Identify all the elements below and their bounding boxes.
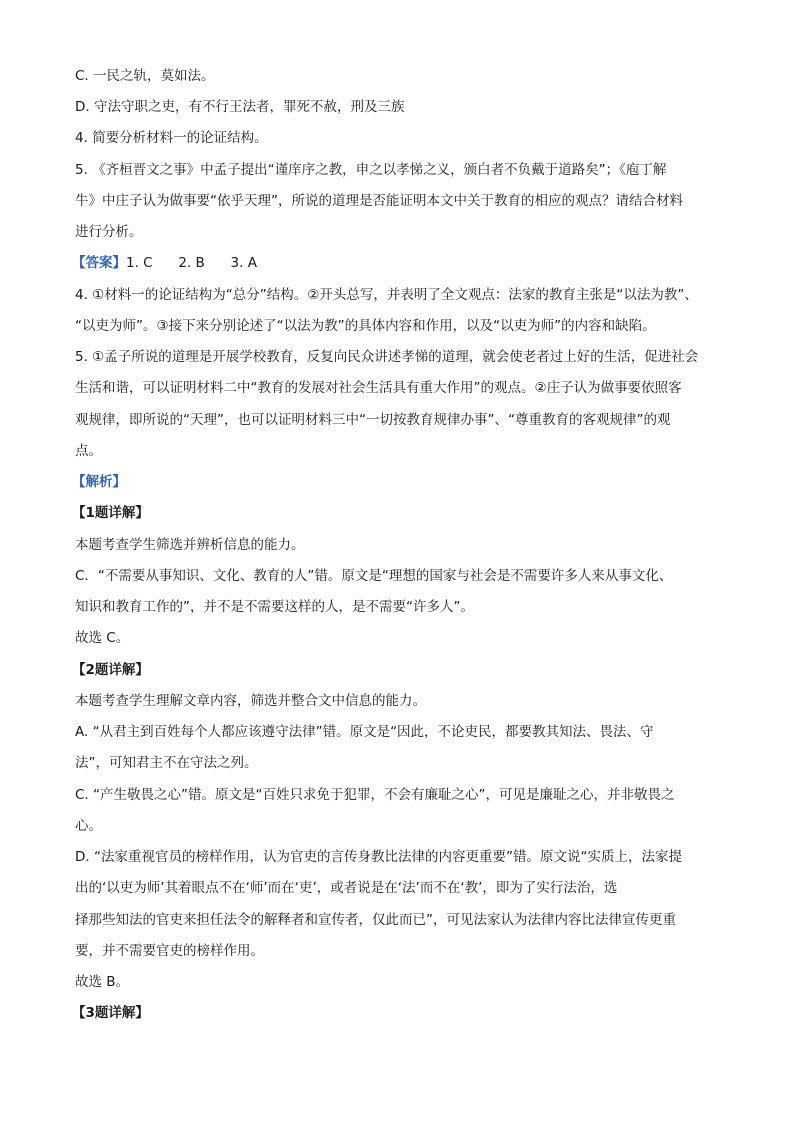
- answer-5-line3: 观规律，即所说的“天理”，也可以证明材料三中“一切按教育规律办事”、“尊重教育的客观规律”的观: [75, 412, 671, 428]
- detail-1-line1: 本题考查学生筛选并辨析信息的能力。: [75, 537, 305, 553]
- question-5-line1: 5. 《齐桓晋文之事》中孟子提出“谨庠序之教，申之以孝悌之义，颁白者不负戴于道路矣”；《庖丁解: [75, 162, 667, 178]
- answer-5-line2: 生活和谐，可以证明材料二中“教育的发展对社会生活具有重大作用”的观点。②庄子认为做事要依照客: [75, 380, 682, 396]
- detail-1-line3: 知识和教育工作的”，并不是不需要这样的人，是不需要“许多人”。: [75, 599, 474, 615]
- analysis-tag: 【解析】: [72, 474, 126, 490]
- detail-3-heading: 【3题详解】: [72, 1005, 149, 1021]
- question-5-line3: 进行分析。: [75, 224, 143, 240]
- answer-line: [72, 254, 257, 272]
- detail-2-line5: 心。: [75, 818, 102, 834]
- detail-2-line9: 要，并不需要官吏的榜样作用。: [75, 943, 264, 959]
- detail-1-line2: C．“不需要从事知识、文化、教育的人”错。原文是“理想的国家与社会是不需要许多人来从事文化、: [75, 568, 673, 584]
- answer-4-line1: 4. ①材料一的论证结构为“总分”结构。②开头总写，并表明了全文观点：法家的教育主张是“以法为教”、: [75, 287, 698, 303]
- detail-2-line4: C. “产生敬畏之心”错。原文是“百姓只求免于犯罪，不会有廉耻之心”，可见是廉耻之心，并非敬畏之: [75, 787, 675, 803]
- detail-2-line7: 出的‘以吏为师’其着眼点不在‘师’而在‘吏’，或者说是在‘法’而不在‘教’，即为了实行法治，选: [75, 880, 618, 896]
- detail-2-line6: D. “法家重视官员的榜样作用，认为官吏的言传身教比法律的内容更重要”错。原文说“实质上，法家提: [75, 849, 682, 865]
- answer-choices: 1. C 2. B 3. A: [126, 255, 257, 271]
- detail-2-line2: A. “从君主到百姓每个人都应该遵守法律”错。原文是“因此，不论吏民，都要教其知法、畏法、守: [75, 724, 654, 740]
- answer-5-line4: 点。: [75, 443, 102, 459]
- question-4: 4. 简要分析材料一的论证结构。: [75, 130, 268, 146]
- answer-tag: 【答案】: [72, 255, 126, 271]
- answer-4-line2: “以吏为师”。③接下来分别论述了“以法为教”的具体内容和作用，以及“以吏为师”的内容和缺陷。: [75, 318, 656, 334]
- option-c: C. 一民之轨，莫如法。: [75, 68, 215, 84]
- detail-2-conclusion: 故选 B。: [75, 974, 130, 990]
- detail-2-line1: 本题考查学生理解文章内容，筛选并整合文中信息的能力。: [75, 693, 426, 709]
- question-5-line2: 牛》中庄子认为做事要“依乎天理”，所说的道理是否能证明本文中关于教育的相应的观点？请结合材料: [75, 193, 683, 209]
- answer-5-line1: 5. ①孟子所说的道理是开展学校教育，反复向民众讲述孝悌的道理，就会使老者过上好的生活，促进社会: [75, 349, 699, 365]
- detail-2-line3: 法”，可知君主不在守法之列。: [75, 755, 258, 771]
- detail-2-heading: 【2题详解】: [72, 662, 149, 678]
- detail-2-line8: 择那些知法的官吏来担任法令的解释者和宣传者，仅此而已”，可见法家认为法律内容比法律宣传更重: [75, 912, 676, 928]
- detail-1-conclusion: 故选 C。: [75, 630, 130, 646]
- detail-1-heading: 【1题详解】: [72, 505, 149, 521]
- option-d: D. 守法守职之吏，有不行王法者，罪死不赦，刑及三族: [75, 99, 405, 115]
